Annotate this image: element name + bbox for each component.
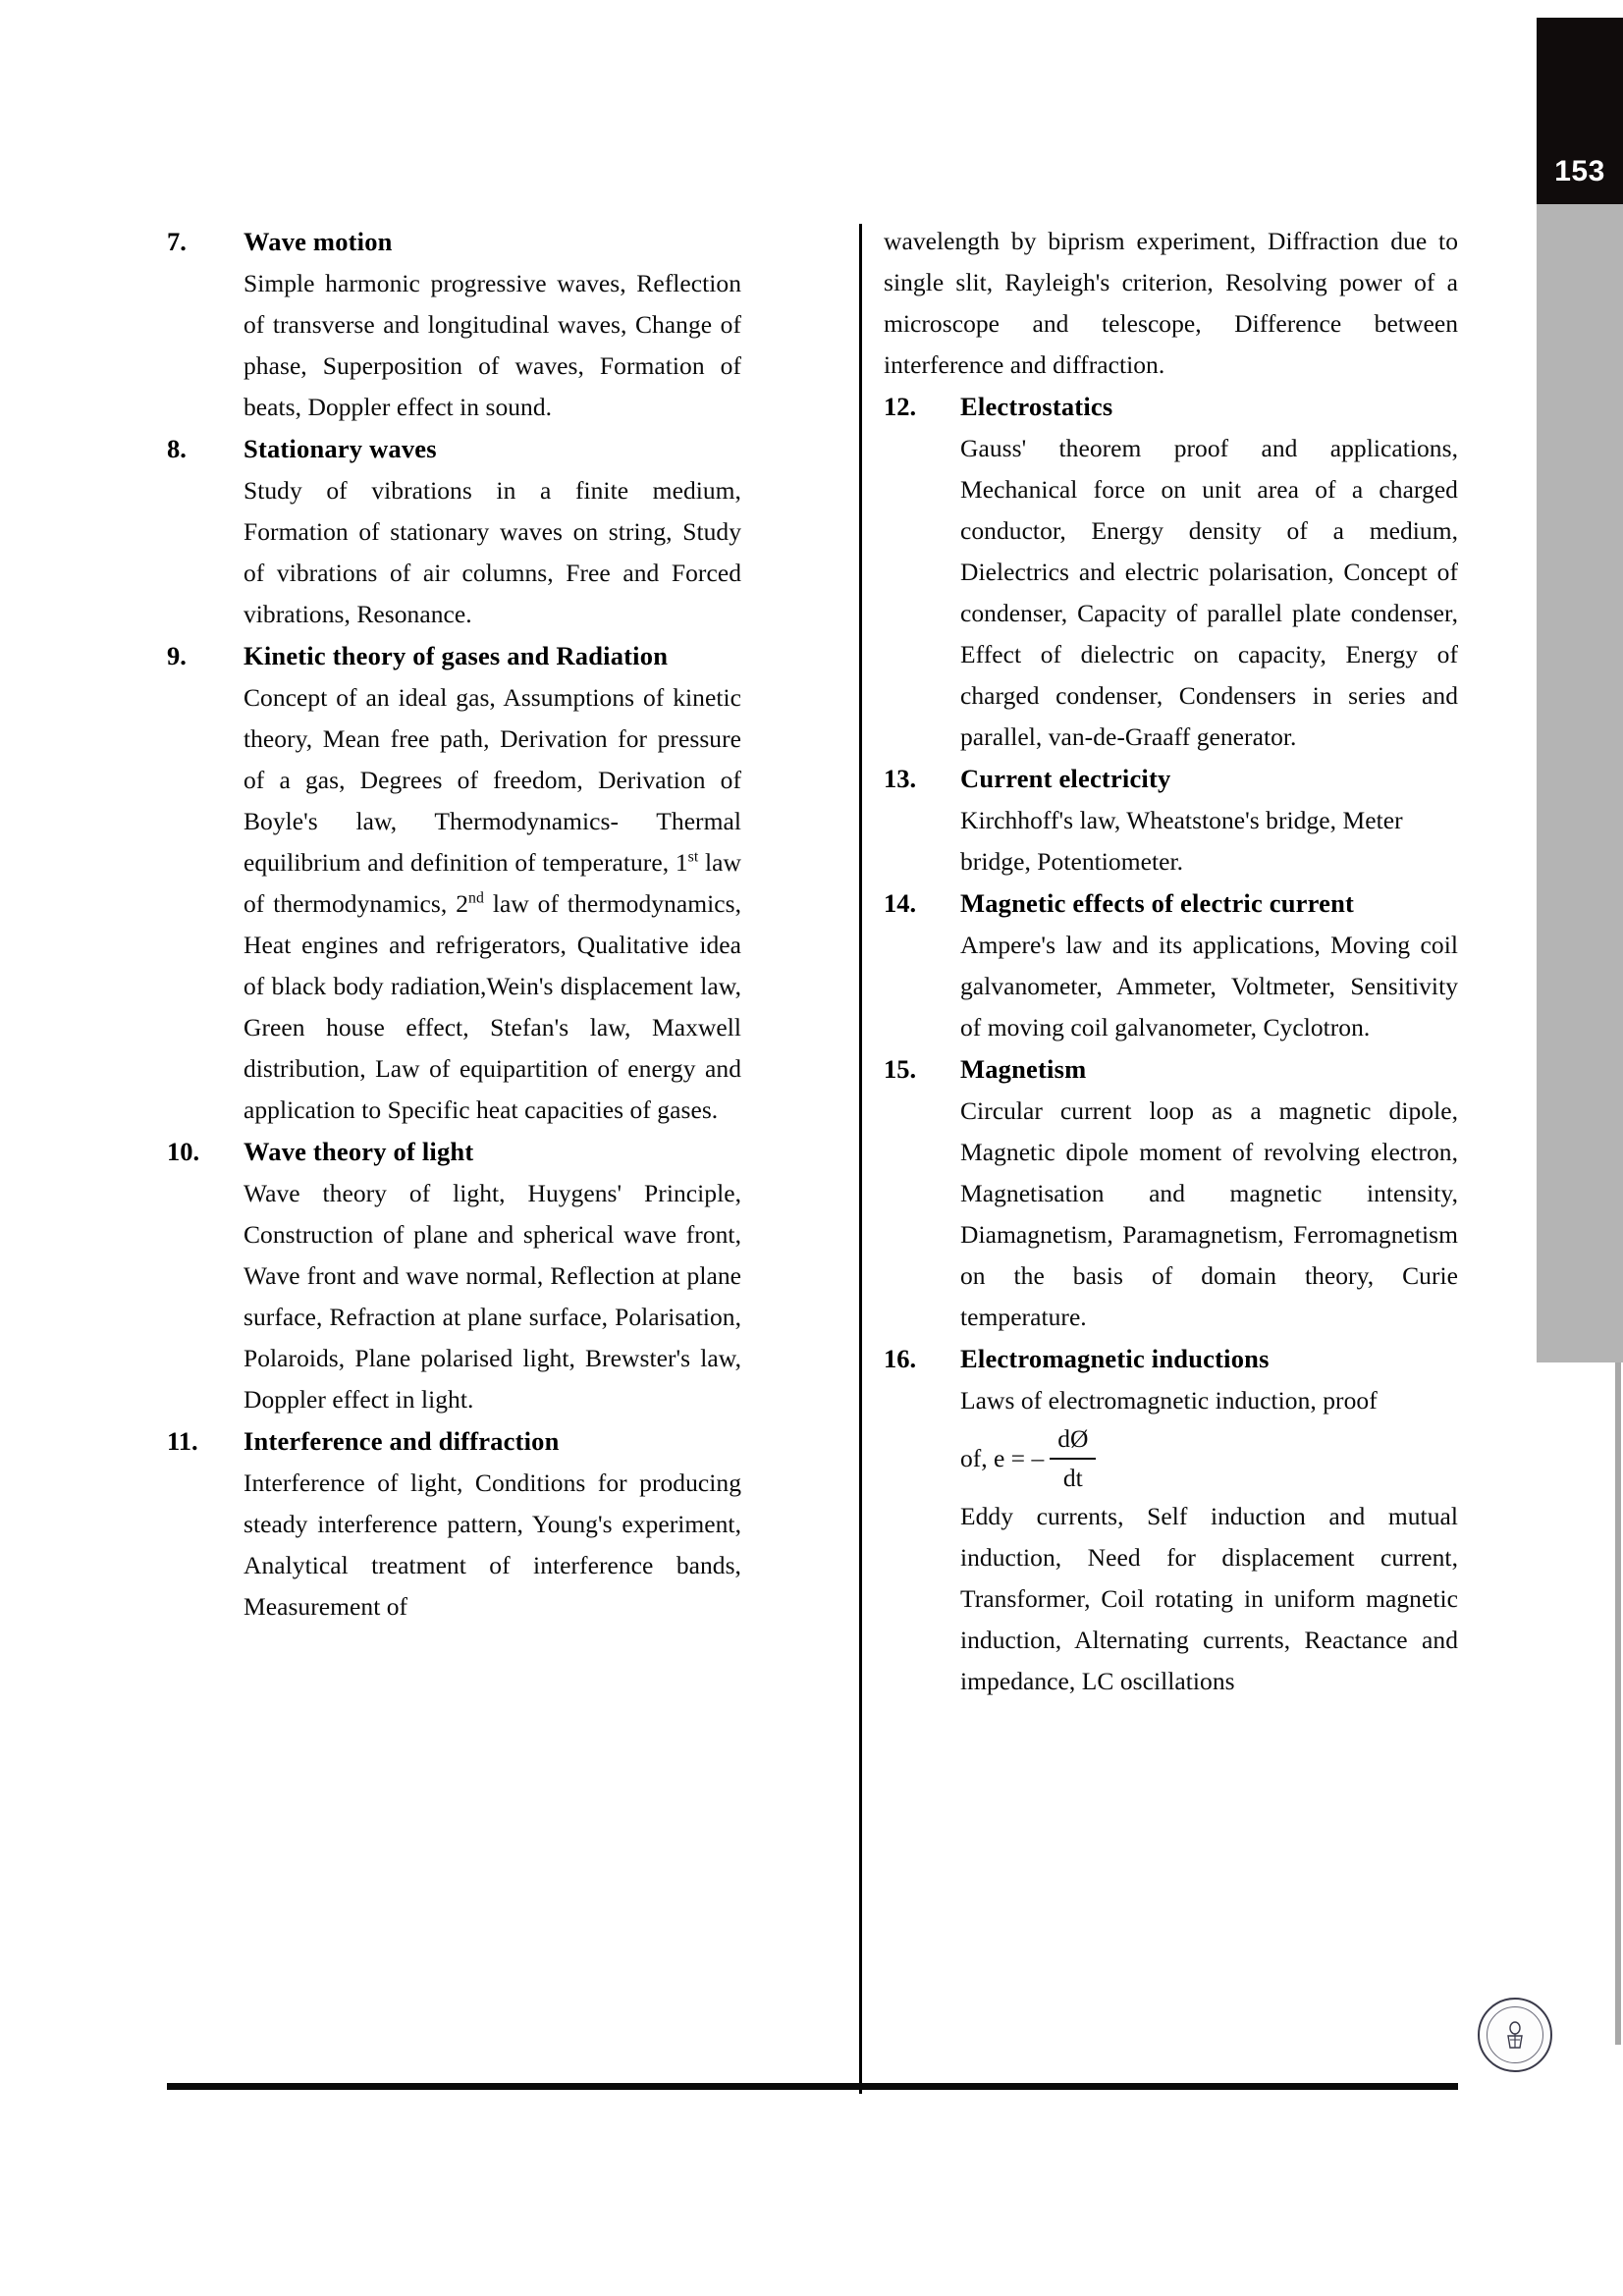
institutional-seal-icon: [1478, 1998, 1552, 2072]
entry-title: Electromagnetic inductions: [960, 1344, 1270, 1373]
seal-glyph: [1495, 2015, 1535, 2055]
entry-body: [243, 677, 741, 1131]
entry-body: wavelength by biprism experiment, Diffraction due to single slit, Rayleigh's criterion, Resolving power of a microscope and telescope, Difference between interference and diffraction.: [884, 227, 1458, 379]
edge-decoration-bar-lower: [1615, 1362, 1621, 2045]
entry-heading: [167, 635, 741, 677]
ordinal-suffix-second: nd: [468, 889, 484, 907]
syllabus-entry: [167, 635, 741, 1131]
syllabus-entry: [884, 1338, 1458, 1702]
entry-body: Circular current loop as a magnetic dipole, Magnetic dipole moment of revolving electron, Magnetisation and magnetic intensity, Diamagnetism, Paramagnetism, Ferromagnetism on the basis of domain theory, Curie temperature.: [960, 1096, 1458, 1331]
entry-body-intro: Laws of electromagnetic induction, proof: [960, 1386, 1378, 1415]
entry-number: 8.: [167, 434, 187, 463]
entry-title: Electrostatics: [960, 392, 1113, 421]
syllabus-entry: [167, 428, 741, 635]
entry-title: Interference and diffraction: [243, 1426, 560, 1456]
entry-title: Wave theory of light: [243, 1137, 474, 1166]
syllabus-entry: [884, 386, 1458, 758]
entry-number: 11.: [167, 1426, 198, 1456]
syllabus-entry: [167, 221, 741, 428]
entry-number: 13.: [884, 764, 917, 793]
entry-title: Magnetic effects of electric current: [960, 888, 1355, 918]
entry-body: Kirchhoff's law, Wheatstone's bridge, Meter bridge, Potentiometer.: [960, 806, 1403, 876]
entry-number: 14.: [884, 888, 917, 918]
entry-body-part-2: law of thermodynamics, 2: [243, 848, 741, 918]
entry-number: 9.: [167, 641, 187, 670]
syllabus-entry: [884, 1048, 1458, 1338]
column-separator-rule: [859, 224, 862, 2094]
entry-body: Ampere's law and its applications, Moving coil galvanometer, Ammeter, Voltmeter, Sensitivity of moving coil galvanometer, Cyclotron.: [960, 931, 1458, 1041]
entry-body-part-1: Concept of an ideal gas, Assumptions of kinetic theory, Mean free path, Derivation for pressure of a gas, Degrees of freedom, Derivation of Boyle's law, Thermodynamics- Thermal equilibrium and definition of temperature, 1: [243, 683, 741, 877]
syllabus-entry-continuation: [884, 221, 1458, 386]
entry-body: Wave theory of light, Huygens' Principle, Construction of plane and spherical wave front, Wave front and wave normal, Reflection at plane surface, Refraction at plane surface, Polarisation, Polaroids, Plane polarised light, Brewster's law, Doppler effect in light.: [243, 1179, 741, 1414]
entry-title: Stationary waves: [243, 434, 437, 463]
entry-heading: [884, 758, 1458, 800]
entry-title: Wave motion: [243, 227, 393, 256]
entry-body: Interference of light, Conditions for producing steady interference pattern, Young's experiment, Analytical treatment of interference bands, Measurement of: [243, 1468, 741, 1621]
entry-heading: [884, 882, 1458, 925]
entry-heading: [884, 386, 1458, 428]
entry-number: 15.: [884, 1054, 917, 1084]
entry-number: 12.: [884, 392, 917, 421]
entry-title: Kinetic theory of gases and Radiation: [243, 641, 669, 670]
edge-decoration-bar: [1537, 204, 1623, 1362]
entry-heading: [884, 1338, 1458, 1380]
entry-title: Current electricity: [960, 764, 1171, 793]
entry-body: Gauss' theorem proof and applications, Mechanical force on unit area of a charged conductor, Energy density of a medium, Dielectrics and electric polarisation, Concept of condenser, Capacity of parallel plate condenser, Effect of dielectric on capacity, Energy of charged condenser, Condensers in series and parallel, van-de-Graaff generator.: [960, 434, 1458, 751]
entry-body: Study of vibrations in a finite medium, Formation of stationary waves on string, Study of vibrations of air columns, Free and Forced vibrations, Resonance.: [243, 476, 741, 628]
entry-heading: [884, 1048, 1458, 1091]
entry-body: Simple harmonic progressive waves, Reflection of transverse and longitudinal waves, Change of phase, Superposition of waves, Formation of beats, Doppler effect in sound.: [243, 269, 741, 421]
entry-title: Magnetism: [960, 1054, 1087, 1084]
ordinal-suffix-first: st: [687, 848, 699, 866]
entry-body-continued: Eddy currents, Self induction and mutual induction, Need for displacement current, Transformer, Coil rotating in uniform magnetic induction, Alternating currents, Reactance and impedance, LC oscillations: [960, 1502, 1458, 1695]
entry-heading: [167, 1131, 741, 1173]
syllabus-entry: [167, 1131, 741, 1420]
right-column: [884, 221, 1458, 1702]
entry-heading: [167, 221, 741, 263]
formula-denominator: dt: [1062, 1464, 1083, 1492]
seal-inner-ring: [1487, 2006, 1543, 2063]
entry-heading: [167, 428, 741, 470]
entry-heading: [167, 1420, 741, 1463]
entry-number: 10.: [167, 1137, 200, 1166]
emf-formula: [960, 1421, 1458, 1496]
footer-rule: [167, 2083, 1458, 2090]
formula-fraction: [1050, 1421, 1096, 1496]
entry-number: 7.: [167, 227, 187, 256]
entry-number: 16.: [884, 1344, 917, 1373]
page-number: 153: [1554, 155, 1605, 187]
formula-numerator: dØ: [1050, 1421, 1096, 1460]
entry-body-part-3: law of thermodynamics, Heat engines and refrigerators, Qualitative idea of black body radiation,Wein's displacement law, Green house effect, Stefan's law, Maxwell distribution, Law of equipartition of energy and application to Specific heat capacities of gases.: [243, 889, 741, 1124]
syllabus-entry: [884, 758, 1458, 882]
syllabus-entry: [884, 882, 1458, 1048]
formula-prefix: of, e = –: [960, 1444, 1045, 1472]
syllabus-entry: [167, 1420, 741, 1628]
page-number-tab: [1537, 18, 1623, 204]
left-column: [167, 221, 741, 1628]
